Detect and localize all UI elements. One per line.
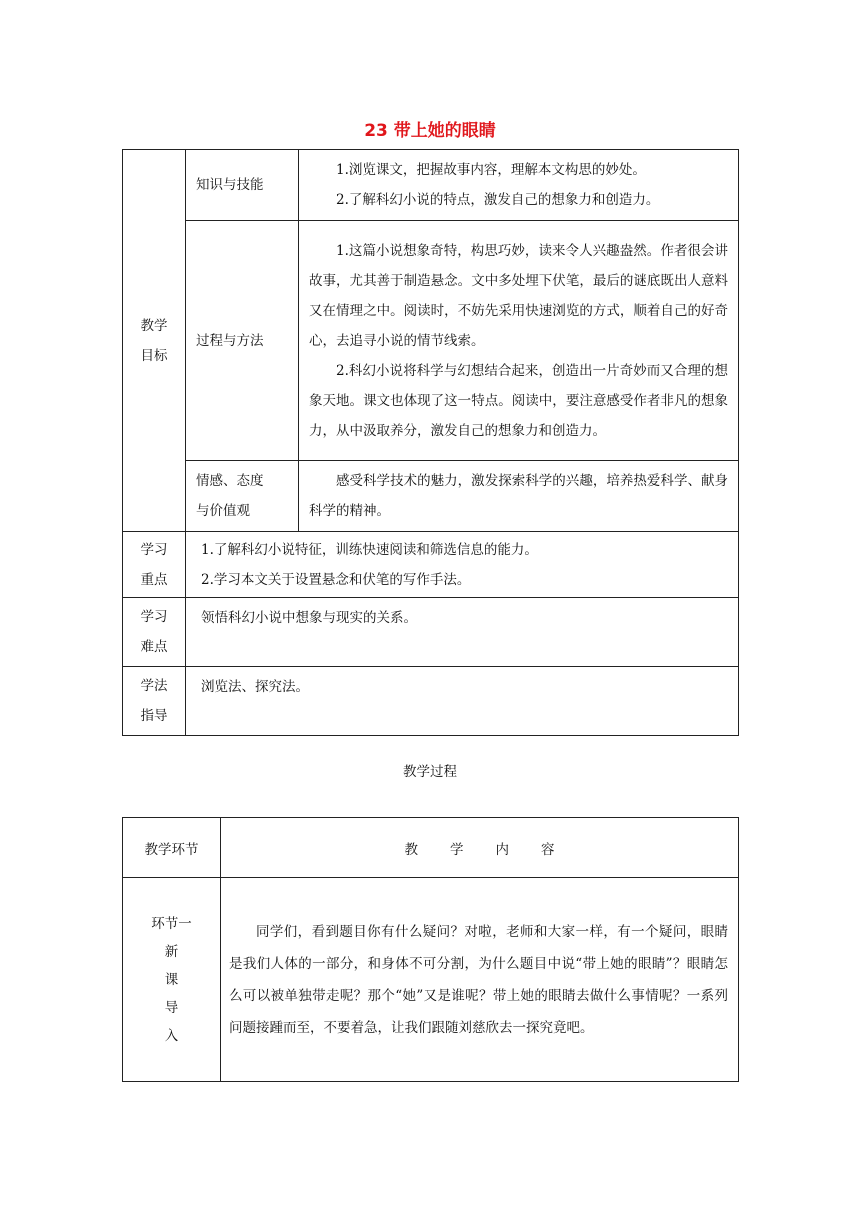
process-section-title: 教学过程 — [403, 764, 457, 780]
step-line: 环节一 — [151, 915, 192, 932]
emotion-label-line-1: 情感、态度 — [196, 473, 264, 489]
step-cell — [123, 878, 221, 1082]
key-point-item: 1.了解科幻小说特征，训练快速阅读和筛选信息的能力。 — [201, 541, 538, 558]
process-label: 过程与方法 — [186, 221, 299, 461]
objectives-category-line-1: 教学 — [140, 317, 168, 334]
methods-content — [186, 667, 739, 736]
step-line: 新 — [164, 943, 179, 960]
header-content — [221, 818, 739, 878]
teaching-process-table — [122, 817, 739, 1082]
header-content-label: 教学内容 — [404, 841, 587, 858]
knowledge-label: 知识与技能 — [186, 150, 299, 221]
step-line: 入 — [164, 1027, 179, 1044]
emotion-label — [186, 461, 299, 532]
process-item: 1.这篇小说想象奇特，构思巧妙，读来令人兴趣盎然。作者很会讲故事，尤其善于制造悬念。文中多处埋下伏笔，最后的谜底既出人意料又在情理之中。阅读时，不妨先采用快速浏览的方式，顺着自己的好奇心，去追寻小说的情节线索。 — [309, 242, 728, 349]
emotion-content — [299, 461, 739, 532]
methods-category-line-1: 学法 — [140, 678, 168, 694]
emotion-item: 感受科学技术的魅力，激发探索科学的兴趣，培养热爱科学、献身科学的精神。 — [309, 473, 728, 519]
knowledge-content — [299, 150, 739, 221]
key-point-item: 2.学习本文关于设置悬念和伏笔的写作手法。 — [201, 571, 471, 588]
process-content — [299, 221, 739, 461]
difficulties-category-line-2: 难点 — [140, 639, 168, 655]
difficulties-category-line-1: 学习 — [140, 609, 168, 625]
key-points-category — [123, 532, 186, 598]
difficulties-category — [123, 598, 186, 667]
objectives-category-cell — [123, 150, 186, 532]
difficulty-item: 领悟科幻小说中想象与现实的关系。 — [201, 610, 417, 626]
step-content-cell — [221, 878, 739, 1082]
header-step: 教学环节 — [123, 818, 221, 878]
methods-category — [123, 667, 186, 736]
step-content-text: 同学们，看到题目你有什么疑问？对啦，老师和大家一样，有一个疑问，眼睛是我们人体的一部分，和身体不可分割，为什么题目中说“带上她的眼睛”？眼睛怎么可以被单独带走呢？那个“她”又是谁呢？带上她的眼睛去做什么事情呢？一系列问题接踵而至，不要着急，让我们跟随刘慈欣去一探究竟吧。 — [229, 923, 728, 1036]
difficulties-content — [186, 598, 739, 667]
knowledge-item: 1.浏览课文，把握故事内容，理解本文构思的妙处。 — [336, 162, 646, 178]
method-item: 浏览法、探究法。 — [201, 679, 309, 695]
objectives-table — [122, 149, 739, 736]
process-item: 2.科幻小说将科学与幻想结合起来，创造出一片奇妙而又合理的想象天地。课文也体现了这一特点。阅读中，要注意感受作者非凡的想象力，从中汲取养分，激发自己的想象力和创造力。 — [309, 362, 728, 439]
knowledge-item: 2.了解科幻小说的特点，激发自己的想象力和创造力。 — [336, 192, 660, 208]
key-points-category-line-2: 重点 — [140, 571, 168, 588]
emotion-label-line-2: 与价值观 — [196, 503, 250, 519]
step-line: 导 — [164, 999, 179, 1016]
objectives-category-line-2: 目标 — [140, 347, 168, 364]
step-line: 课 — [164, 971, 179, 988]
methods-category-line-2: 指导 — [140, 708, 168, 724]
document-title: 23 带上她的眼睛 — [364, 121, 496, 141]
key-points-category-line-1: 学习 — [140, 541, 168, 558]
key-points-content — [186, 532, 739, 598]
